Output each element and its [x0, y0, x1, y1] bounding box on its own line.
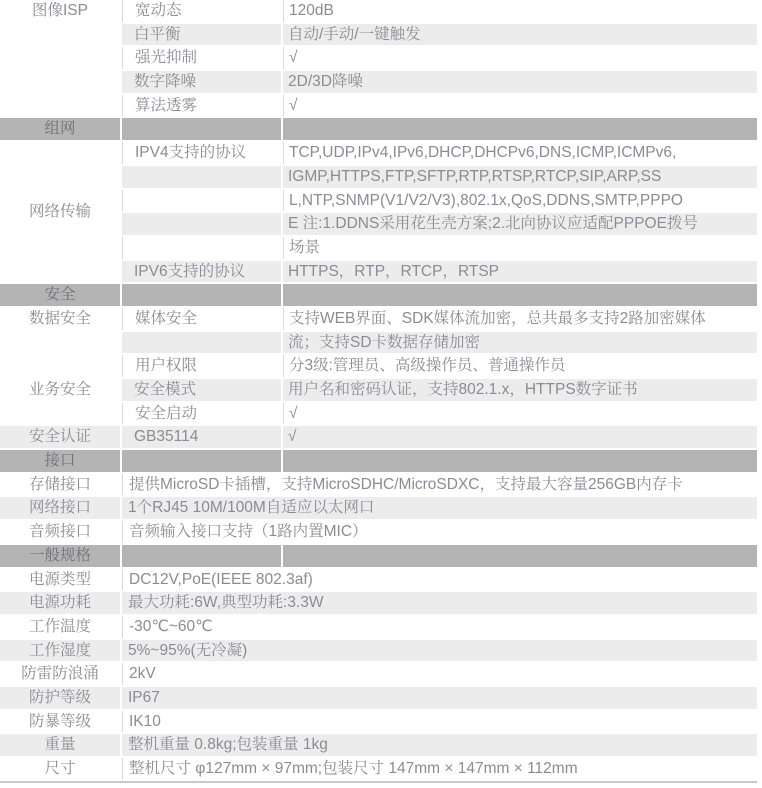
section-header-label: 安全 — [0, 284, 120, 306]
row-sublabel: GB35114 — [122, 426, 281, 448]
row-sublabel: 安全模式 — [122, 379, 281, 401]
row-label: 网络接口 — [0, 497, 120, 519]
row-value: √ — [283, 95, 757, 117]
section-header-band — [122, 545, 281, 567]
row-sublabel — [122, 237, 281, 259]
row-value: 120dB — [283, 0, 757, 22]
row-value: 整机尺寸 φ127mm × 97mm;包装尺寸 147mm × 147mm × 112mm — [122, 758, 757, 780]
category-label: 网络传输 — [0, 142, 120, 282]
row-value: 自动/手动/一键触发 — [283, 24, 757, 46]
row-sublabel — [122, 213, 281, 235]
row-value: 2D/3D降噪 — [283, 71, 757, 93]
row-value: IGMP,HTTPS,FTP,SFTP,RTP,RTSP,RTCP,SIP,ARP,SS — [283, 166, 757, 188]
row-value: √ — [283, 403, 757, 425]
row-value: 支持WEB界面、SDK媒体流加密，总共最多支持2路加密媒体 — [283, 308, 757, 330]
section-header-label: 接口 — [0, 450, 120, 472]
row-value: -30℃~60℃ — [122, 616, 757, 638]
row-value: √ — [283, 426, 757, 448]
row-label: 音频接口 — [0, 521, 120, 543]
row-label: 防暴等级 — [0, 711, 120, 733]
row-label: 电源类型 — [0, 569, 120, 591]
row-sublabel — [122, 332, 281, 354]
section-header-band — [283, 118, 757, 140]
row-value: 最大功耗:6W,典型功耗:3.3W — [122, 592, 757, 614]
row-value: 分3级:管理员、高级操作员、普通操作员 — [283, 355, 757, 377]
row-sublabel: 宽动态 — [122, 0, 281, 22]
row-label: 工作湿度 — [0, 640, 120, 662]
section-header-band — [283, 284, 757, 306]
row-sublabel: 算法透雾 — [122, 95, 281, 117]
row-value: 用户名和密码认证，支持802.1.x，HTTPS数字证书 — [283, 379, 757, 401]
row-value: 1个RJ45 10M/100M自适应以太网口 — [122, 497, 757, 519]
row-sublabel: 白平衡 — [122, 24, 281, 46]
row-value: HTTPS，RTP，RTCP，RTSP — [283, 261, 757, 283]
section-header-label: 一般规格 — [0, 545, 120, 567]
section-header-band — [283, 545, 757, 567]
row-value: √ — [283, 47, 757, 69]
category-label: 业务安全 — [0, 355, 120, 424]
row-value: 提供MicroSD卡插槽，支持MicroSDHC/MicroSDXC，支持最大容量256GB内存卡 — [122, 474, 757, 496]
row-label: 安全认证 — [0, 426, 120, 448]
row-label: 防护等级 — [0, 687, 120, 709]
row-label: 重量 — [0, 734, 120, 756]
section-header-band — [283, 450, 757, 472]
section-header-band — [122, 118, 281, 140]
row-value: TCP,UDP,IPv4,IPv6,DHCP,DHCPv6,DNS,ICMP,ICMPv6, — [283, 142, 757, 164]
section-header-band — [122, 284, 281, 306]
row-sublabel: 媒体安全 — [122, 308, 281, 330]
row-value: 音频输入接口支持（1路内置MIC） — [122, 521, 757, 543]
row-value: DC12V,PoE(IEEE 802.3af) — [122, 569, 757, 591]
row-value: 整机重量 0.8kg;包装重量 1kg — [122, 734, 757, 756]
category-label: 图像ISP — [0, 0, 120, 116]
row-value: 2kV — [122, 663, 757, 685]
row-sublabel: 强光抑制 — [122, 47, 281, 69]
row-value: 5%~95%(无冷凝) — [122, 640, 757, 662]
row-value: IP67 — [122, 687, 757, 709]
section-header-label: 组网 — [0, 118, 120, 140]
row-sublabel — [122, 190, 281, 212]
row-sublabel: IPV6支持的协议 — [122, 261, 281, 283]
row-sublabel: 用户权限 — [122, 355, 281, 377]
row-sublabel: 安全启动 — [122, 403, 281, 425]
row-sublabel — [122, 166, 281, 188]
row-value: 流；支持SD卡数据存储加密 — [283, 332, 757, 354]
table-bottom-rule — [0, 781, 757, 783]
section-header-band — [122, 450, 281, 472]
row-label: 工作温度 — [0, 616, 120, 638]
row-label: 电源功耗 — [0, 592, 120, 614]
row-label: 尺寸 — [0, 758, 120, 780]
row-value: E 注:1.DDNS采用花生壳方案;2.北向协议应适配PPPOE拨号 — [283, 213, 757, 235]
row-value: L,NTP,SNMP(V1/V2/V3),802.1x,QoS,DDNS,SMTP,PPPO — [283, 190, 757, 212]
category-label: 数据安全 — [0, 308, 120, 353]
row-label: 防雷防浪涌 — [0, 663, 120, 685]
row-sublabel: IPV4支持的协议 — [122, 142, 281, 164]
row-label: 存储接口 — [0, 474, 120, 496]
row-value: 场景 — [283, 237, 757, 259]
row-value: IK10 — [122, 711, 757, 733]
row-sublabel: 数字降噪 — [122, 71, 281, 93]
